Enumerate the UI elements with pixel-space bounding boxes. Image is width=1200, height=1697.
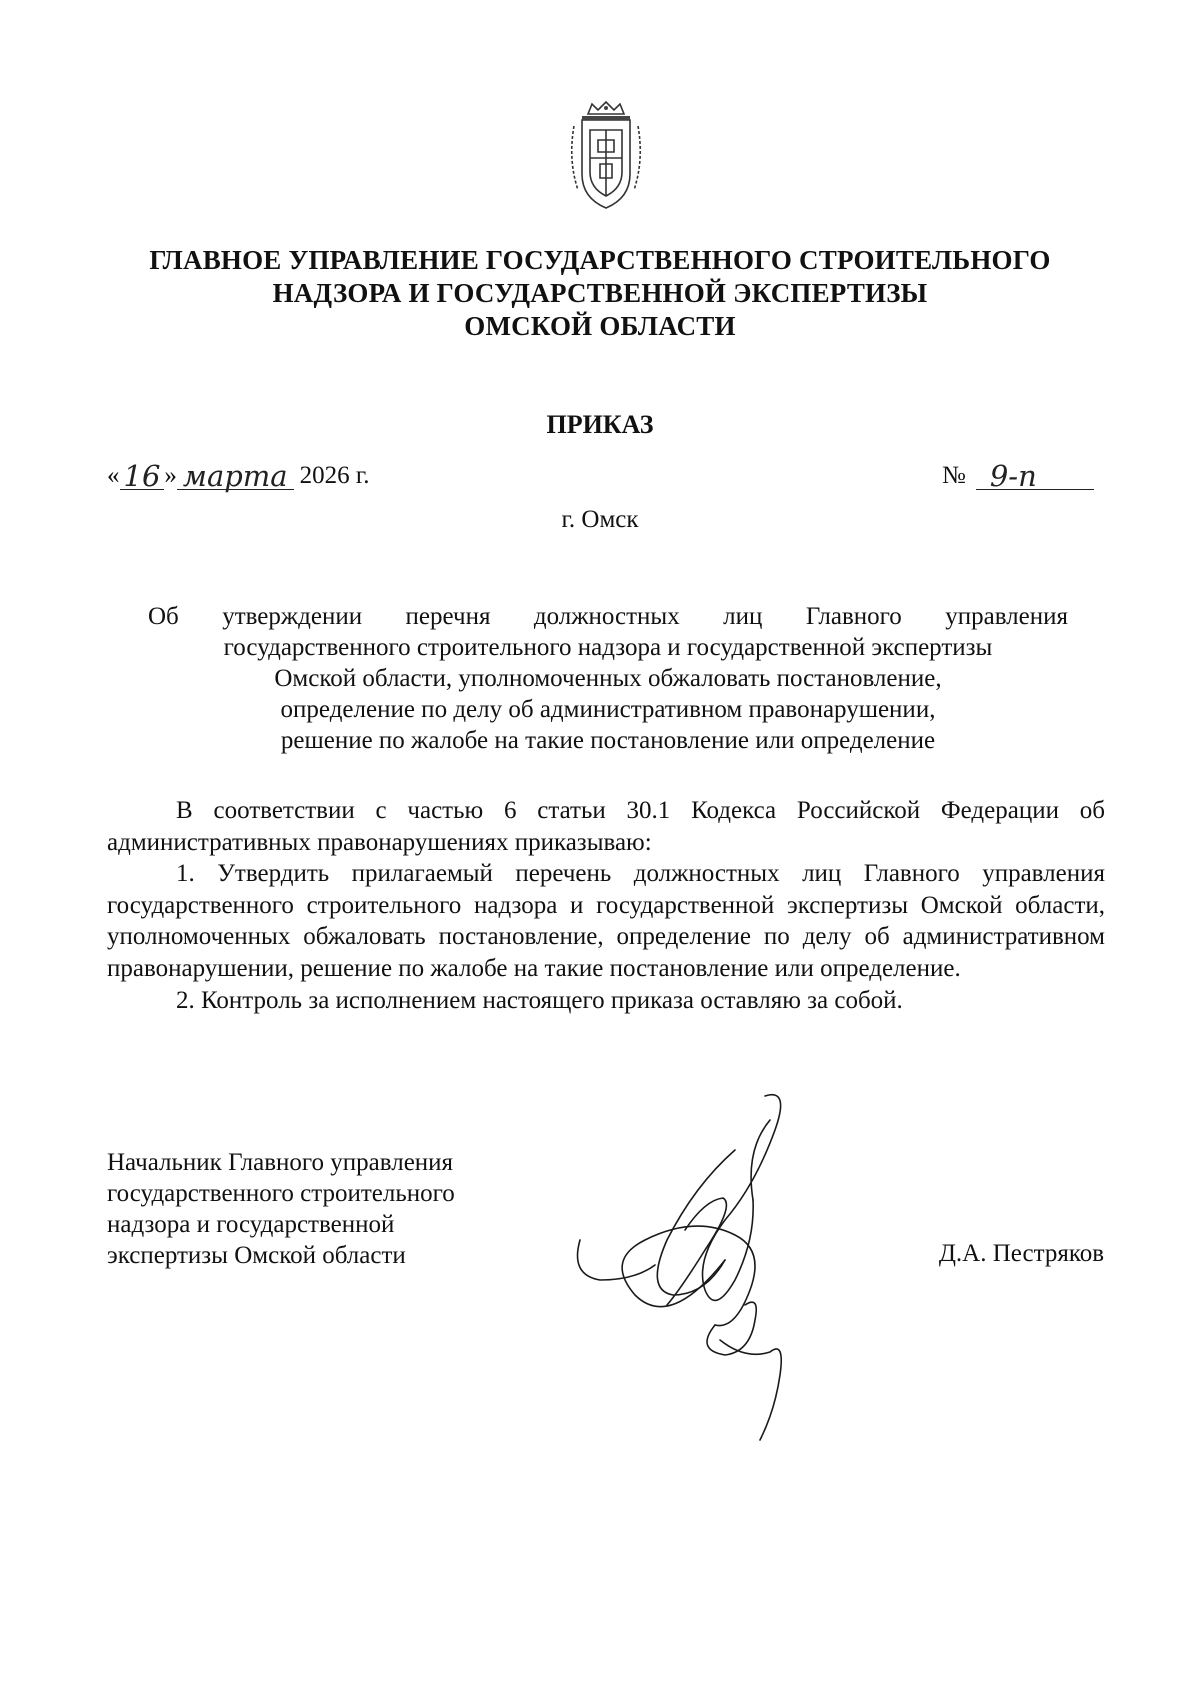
body-item-1: 1. Утвердить прилагаемый перечень должностных лиц Главного управления государственного строительного надзора и государственной экспертизы Омской области, уполномоченных обжаловать постановление, определение по делу об административном правонарушении, решение по жалобе на такие постановление или определение. [107, 860, 1105, 982]
signer-position-line-3: надзора и государственной [107, 1211, 395, 1238]
document-type-title: ПРИКАЗ [546, 410, 654, 439]
subject-line-2: государственного строительного надзора и государственной экспертизы [223, 634, 993, 661]
organization-header [100, 244, 1100, 343]
organization-line-2: НАДЗОРА И ГОСУДАРСТВЕННОЙ ЭКСПЕРТИЗЫ [272, 278, 928, 308]
date-close-quote: » [164, 462, 177, 489]
subject-line-5: решение по жалобе на такие постановление или определение [280, 727, 936, 754]
document-number [942, 459, 1094, 493]
document-date [107, 459, 370, 493]
subject-line-1: Об утверждении перечня должностных лиц Главного управления [148, 603, 1068, 630]
signer-position-line-4: экспертизы Омской области [107, 1242, 406, 1269]
subject-line-4: определение по делу об административном правонарушении, [280, 696, 936, 723]
date-month-handwritten: марта [177, 463, 294, 490]
handwritten-signature-icon [575, 1090, 875, 1460]
organization-line-3: ОМСКОЙ ОБЛАСТИ [464, 311, 736, 341]
document-city: г. Омск [561, 506, 639, 533]
signer-position-line-1: Начальник Главного управления [107, 1149, 454, 1176]
signer-position-line-2: государственного строительного [107, 1180, 455, 1207]
signer-name: Д.А. Пестряков [938, 1240, 1104, 1267]
date-open-quote: « [107, 462, 120, 489]
subject-line-3: Омской области, уполномоченных обжаловать постановление, [274, 665, 942, 692]
number-prefix: № [942, 462, 966, 489]
body-preamble: В соответствии с частью 6 статьи 30.1 Кодекса Российской Федерации об административных правонарушениях приказываю: [107, 797, 1105, 856]
body-item-2: 2. Контроль за исполнением настоящего приказа оставляю за собой. [176, 986, 903, 1014]
document-body [107, 795, 1105, 1016]
omsk-region-coat-of-arms-icon [560, 100, 652, 212]
document-subject [148, 601, 1068, 756]
signer-position [107, 1147, 527, 1271]
date-year: 2026 г. [299, 462, 370, 489]
date-day-handwritten: 16 [120, 463, 165, 490]
number-handwritten: 9-п [976, 463, 1094, 490]
organization-line-1: ГЛАВНОЕ УПРАВЛЕНИЕ ГОСУДАРСТВЕННОГО СТРОИТЕЛЬНОГО [149, 245, 1051, 275]
